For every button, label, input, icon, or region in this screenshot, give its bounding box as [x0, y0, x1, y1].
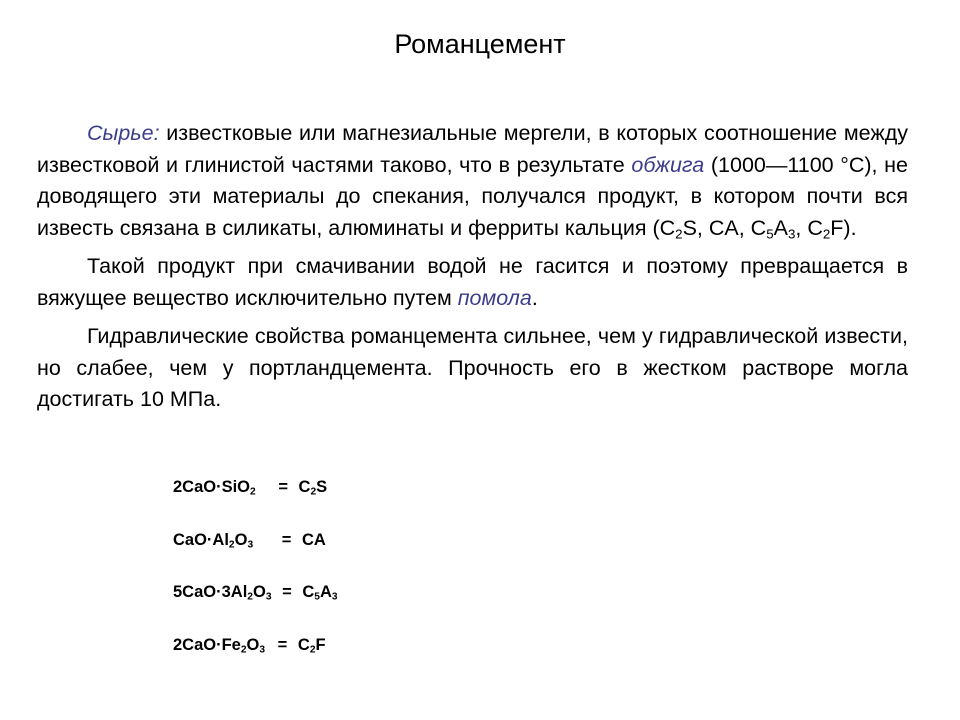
p3-text: Гидравлические свойства романцемента сильнее, чем у гидравлической извести, но слабее, чем у портландцемента. Прочность его в жестком растворе могла достигать 10 МПа.: [37, 324, 908, 411]
slide-title: Романцемент: [394, 29, 566, 59]
formula-part: S: [316, 478, 328, 496]
formula-part: CaO·Al: [173, 530, 229, 549]
formula-part: A: [319, 583, 332, 601]
formula-c2f: [173, 632, 338, 658]
term-grinding: помола: [457, 285, 532, 310]
equals-sign: =: [277, 635, 288, 654]
formula-part: 2CaO·SiO: [173, 478, 251, 496]
formula-ca: [173, 527, 338, 553]
formula-part: 5CaO·3Al: [173, 583, 248, 601]
formula-sub: 2: [247, 591, 253, 603]
formula-c5a3: [173, 579, 338, 605]
formula-sub: 3: [331, 591, 338, 603]
formula-lhs: [173, 474, 256, 500]
p2-text-b: .: [531, 285, 538, 310]
formula-part: F: [315, 635, 326, 654]
formula-sub: 2: [228, 539, 235, 551]
formula-part: 2CaO·Fe: [173, 635, 241, 654]
equals-sign: =: [281, 530, 292, 549]
formula-part: O: [252, 583, 266, 601]
paragraph-grinding: [37, 251, 908, 314]
formula-sub: 5: [314, 591, 320, 603]
formula-sub: 2: [250, 486, 256, 498]
p1-text-b: (1000—1100 °С), не доводящего эти материалы до спекания, получался продукт, в котором почти вся известь связана в силикаты, алюминаты и ферриты кальция (С: [37, 152, 908, 240]
formula-part: C: [298, 478, 311, 496]
paragraph-properties: [37, 321, 908, 416]
formula-rhs: [302, 527, 326, 553]
p1-sub-4: 2: [822, 225, 831, 241]
p1-sub-1: 2: [675, 225, 683, 241]
formula-rhs: [298, 632, 326, 658]
formula-lhs: [173, 579, 272, 605]
formula-rhs: [299, 474, 328, 500]
paragraph-raw-materials: [37, 118, 908, 244]
formula-sub: 2: [240, 644, 247, 656]
formula-sub: 2: [309, 644, 316, 656]
formula-part: C: [297, 635, 310, 654]
formula-sub: 3: [259, 644, 266, 656]
formula-part: CA: [301, 530, 326, 549]
formula-part: O: [234, 530, 248, 549]
formula-part: O: [246, 635, 260, 654]
p1-text-e: , C: [795, 215, 823, 240]
formula-lhs: [173, 632, 265, 658]
formula-rhs: [302, 579, 337, 605]
p2-text-a: Такой продукт при смачивании водой не гасится и поэтому превращается в вяжущее вещество исключительно путем: [37, 254, 908, 310]
p1-sub-2: 5: [766, 225, 774, 241]
term-firing: обжига: [631, 152, 705, 177]
p1-text-a: известковые или магнезиальные мергели, в которых соотношение между известковой и глинистой частями таково, что в результате: [37, 121, 908, 177]
formula-c2s: [173, 474, 338, 500]
formula-lhs: [173, 527, 253, 553]
formula-sub: 2: [310, 486, 317, 498]
equals-sign: =: [278, 478, 288, 496]
body-text: [37, 118, 908, 423]
formula-sub: 3: [247, 539, 254, 551]
formula-sub: 3: [265, 591, 272, 603]
p1-text-d: A: [773, 215, 788, 240]
equals-sign: =: [282, 583, 292, 601]
formula-list: [173, 474, 338, 684]
p1-sub-3: 3: [787, 225, 796, 241]
p1-text-c: S, CA, C: [682, 215, 767, 240]
formula-part: C: [302, 583, 315, 601]
p1-text-f: F).: [830, 215, 857, 240]
raw-materials-label: Сырье:: [87, 121, 160, 145]
